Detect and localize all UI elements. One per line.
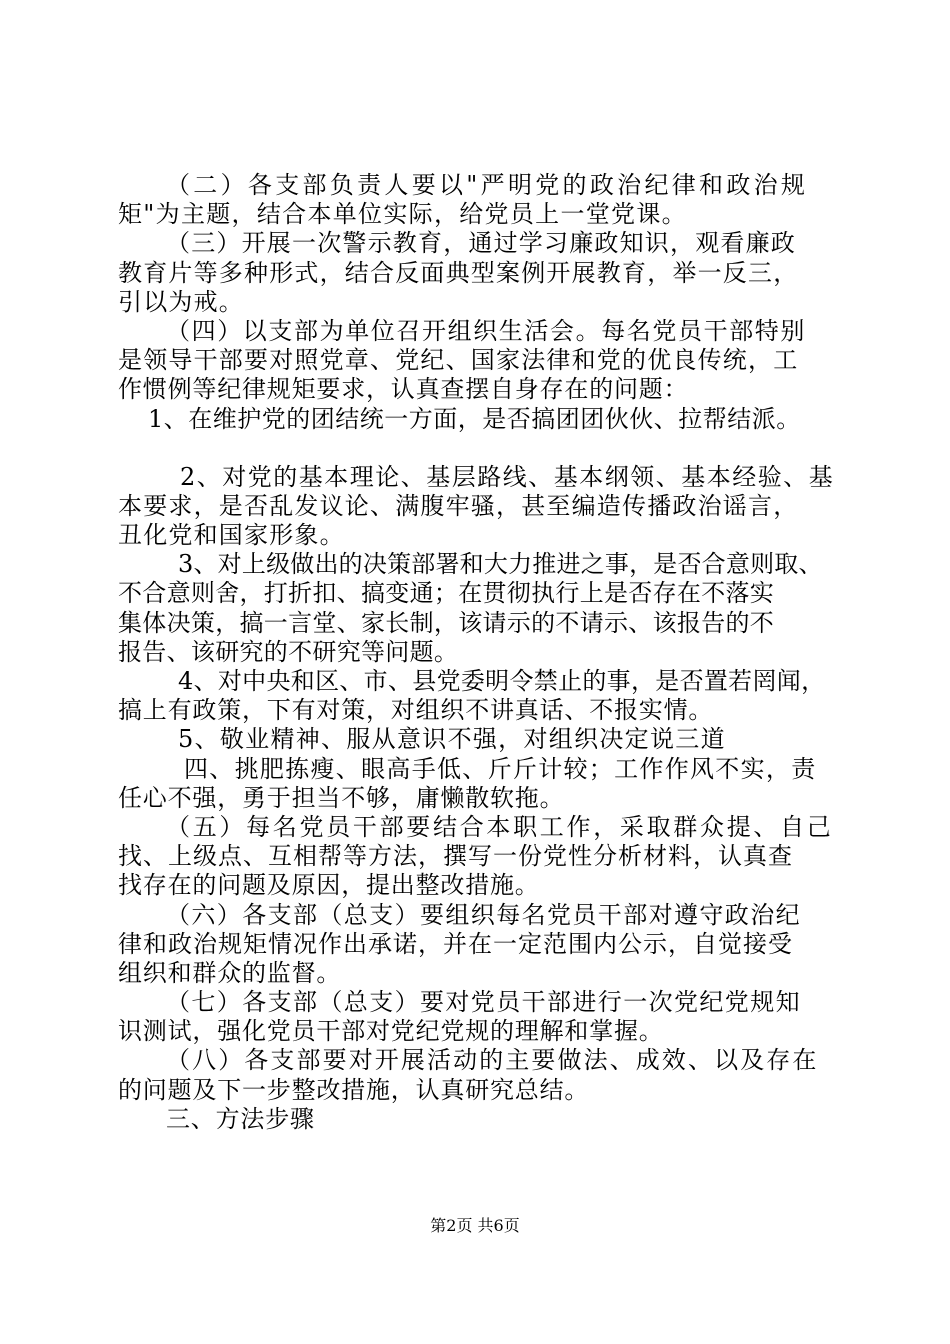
paragraph-line: 律和政治规矩情况作出承诺，并在一定范围内公示，自觉接受: [118, 929, 793, 958]
paragraph-line: 三、方法步骤: [166, 1104, 315, 1133]
paragraph-line: 本要求，是否乱发议论、满腹牢骚，甚至编造传播政治谣言，: [118, 491, 799, 520]
paragraph-line: 3、对上级做出的决策部署和大力推进之事，是否合意则取、: [178, 550, 823, 579]
paragraph-line: （六）各支部（总支）要组织每名党员干部对遵守政治纪: [166, 900, 801, 929]
paragraph-line: 引以为戒。: [118, 287, 244, 316]
paragraph-line: （二）各支部负责人要以"严明党的政治纪律和政治规: [166, 171, 809, 199]
paragraph-line: （五）每名党员干部要结合本职工作，采取群众提、自己: [166, 812, 834, 841]
paragraph-line: 作惯例等纪律规矩要求，认真查摆自身存在的问题：: [118, 375, 689, 404]
blank-line: [118, 434, 838, 463]
paragraph-line: 5、敬业精神、服从意识不强，对组织决定说三道: [178, 725, 726, 754]
paragraph-line: 4、对中央和区、市、县党委明令禁止的事，是否置若罔闻，: [178, 667, 826, 695]
paragraph-line: （四）以支部为单位召开组织生活会。每名党员干部特别: [166, 316, 806, 345]
document-body: [118, 171, 838, 1134]
paragraph-line: 的问题及下一步整改措施，认真研究总结。: [118, 1075, 590, 1104]
page-footer: 第2页 共6页: [430, 1216, 520, 1235]
paragraph-line: 四、挑肥拣瘦、眼高手低、斤斤计较；工作作风不实，责: [184, 754, 817, 783]
paragraph-line: （七）各支部（总支）要对党员干部进行一次党纪党规知: [166, 988, 801, 1017]
paragraph-line: 是领导干部要对照党章、党纪、国家法律和党的优良传统，工: [118, 346, 799, 375]
paragraph-line: 找存在的问题及原因，提出整改措施。: [118, 871, 540, 900]
paragraph-line: 识测试，强化党员干部对党纪党规的理解和掌握。: [118, 1017, 664, 1046]
paragraph-line: 搞上有政策，下有对策，对组织不讲真话、不报实情。: [118, 696, 714, 725]
paragraph-line: 报告、该研究的不研究等问题。: [118, 637, 459, 666]
paragraph-line: 矩"为主题，结合本单位实际，给党员上一堂党课。: [118, 200, 687, 229]
paragraph-line: 集体决策，搞一言堂、家长制，该请示的不请示、该报告的不: [118, 608, 775, 637]
paragraph-line: 教育片等多种形式，结合反面典型案例开展教育，举一反三，: [118, 258, 799, 287]
paragraph-line: 丑化党和国家形象。: [118, 521, 345, 550]
paragraph-line: 任心不强，勇于担当不够，庸懒散软拖。: [118, 783, 565, 812]
paragraph-line: 找、上级点、互相帮等方法，撰写一份党性分析材料，认真查: [118, 842, 793, 871]
paragraph-line: （三）开展一次警示教育，通过学习廉政知识，观看廉政: [166, 229, 796, 258]
paragraph-line: 2、对党的基本理论、基层路线、基本纲领、基本经验、基: [180, 462, 835, 491]
paragraph-line: （八）各支部要对开展活动的主要做法、成效、以及存在: [166, 1046, 819, 1075]
paragraph-line: 1、在维护党的团结统一方面，是否搞团团伙伙、拉帮结派。: [148, 404, 801, 433]
paragraph-line: 组织和群众的监督。: [118, 958, 342, 987]
paragraph-line: 不合意则舍，打折扣、搞变通；在贯彻执行上是否存在不落实: [118, 579, 775, 608]
